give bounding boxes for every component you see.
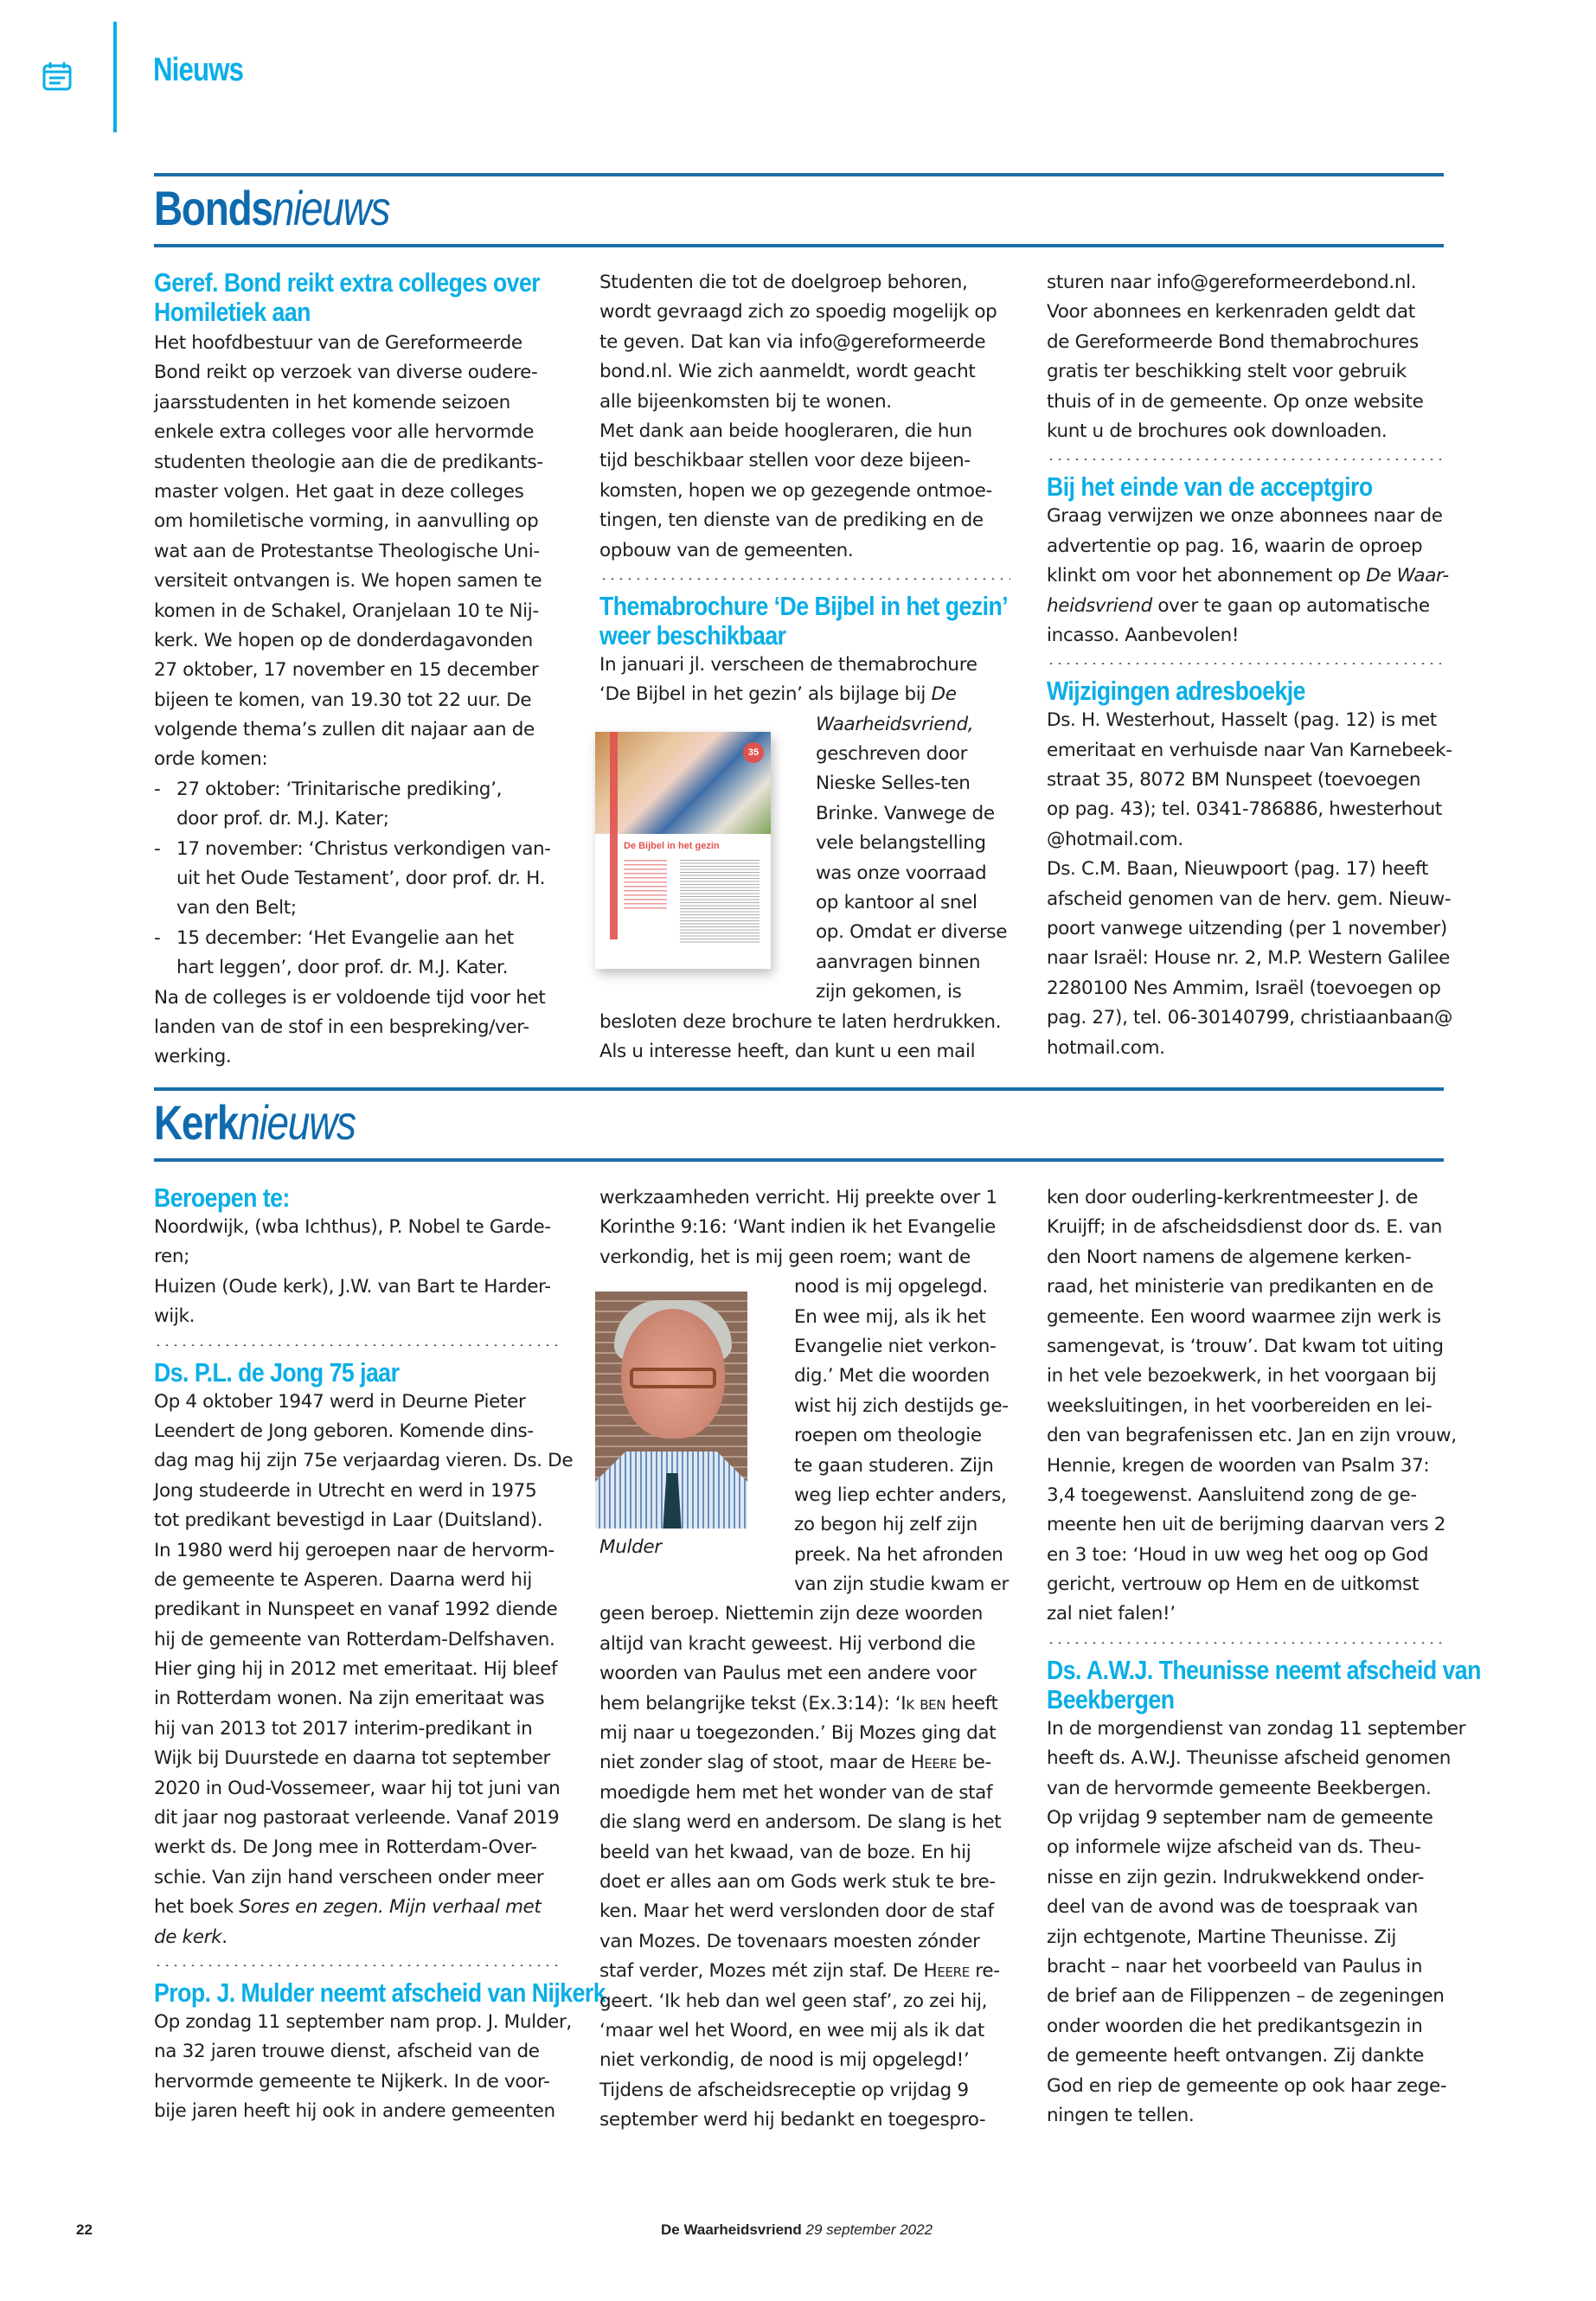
book-title: de kerk <box>154 1926 222 1948</box>
text-line: Evangelie niet verkon- <box>794 1335 997 1357</box>
text-line: Het hoofdbestuur van de Gereformeerde <box>154 332 522 354</box>
text-line: op kantoor al snel <box>816 892 977 914</box>
text-line: na 32 jaren trouwe dienst, afscheid van de <box>154 2041 540 2063</box>
text-line: Jong studeerde in Utrecht en werd in 1975 <box>154 1479 537 1502</box>
text-span: heeft <box>945 1692 998 1715</box>
text-line: wist hij zich destijds ge- <box>794 1394 1009 1417</box>
text-line: God en riep de gemeente op ook haar zege- <box>1047 2074 1447 2097</box>
magazine-name: De Waar- <box>1366 565 1449 587</box>
text-line: 27 oktober, 17 november en 15 december <box>154 659 539 682</box>
issue-date: 29 september 2022 <box>805 2221 933 2238</box>
text-line: wijk. <box>154 1305 195 1328</box>
text-line: tingen, ten dienste van de prediking en de <box>599 510 984 532</box>
text-line: pag. 27), tel. 06-30140799, christiaanbaan@ <box>1047 1007 1452 1029</box>
title-italic-part: nieuws <box>238 1095 356 1150</box>
article-heading: Geref. Bond reikt extra colleges over <box>154 267 541 298</box>
text-line: bond.nl. Wie zich aanmeldt, wordt geacht <box>599 361 976 383</box>
photo-caption: Mulder <box>599 1536 662 1558</box>
brochure-accent-bar <box>610 732 618 939</box>
text-line: enkele extra colleges voor alle hervormde <box>154 421 535 444</box>
text-line: geert. ‘Ik heb dan wel geen staf’, zo zei hij, <box>599 1990 988 2012</box>
band-rule-top <box>154 173 1444 176</box>
text-line: straat 35, 8072 BM Nunspeet (toevoegen <box>1047 769 1421 792</box>
text-line: uit het Oude Testament’, door prof. dr. H. <box>176 868 546 890</box>
text-line: zijn gekomen, is <box>816 981 962 1003</box>
text-line: doet er alles aan om Gods werk stuk te bre- <box>599 1870 996 1893</box>
text-span: ‘De Bijbel in het gezin’ als bijlage bij <box>599 683 932 706</box>
article-body <box>154 329 562 775</box>
text-line: niet verkondig, de nood is mij opgelegd!’ <box>599 2049 970 2072</box>
title-bold-part: Bonds <box>154 181 272 235</box>
text-line: heeft ds. A.W.J. Theunisse afscheid genomen <box>1047 1747 1452 1770</box>
page-number: 22 <box>76 2221 93 2238</box>
bondsnieuws-title <box>154 180 389 236</box>
article-heading: Ds. P.L. de Jong 75 jaar <box>154 1356 400 1388</box>
text-line: Voor abonnees en kerkenraden geldt dat <box>1047 301 1415 324</box>
text-line: Hennie, kregen de woorden van Psalm 37: <box>1047 1454 1430 1477</box>
text-line: die slang werd en andersom. De slang is het <box>599 1811 1002 1834</box>
text-line: Bond reikt op verzoek van diverse oudere- <box>154 362 538 384</box>
text-line: komen in de Schakel, Oranjelaan 10 te Nij- <box>154 599 539 622</box>
text-line: alle bijeenkomsten bij te wonen. <box>599 390 892 413</box>
text-line <box>599 680 1010 709</box>
text-line: bije jaren heeft hij ook in andere gemeenten <box>154 2100 555 2123</box>
text-span: hem belangrijke tekst (Ex.3:14): ‘ <box>599 1692 901 1715</box>
text-line: deel van de avond was de toespraak van <box>1047 1896 1419 1919</box>
text-line: thuis of in de gemeente. Op onze website <box>1047 390 1424 413</box>
text-span: re- <box>969 1960 1000 1983</box>
article-heading: Beroepen te: <box>154 1183 290 1213</box>
text-line: dig.’ Met die woorden <box>794 1365 990 1388</box>
header-divider <box>113 22 117 132</box>
text-line: 2020 in Oud-Vossemeer, waar hij tot juni van <box>154 1777 561 1799</box>
text-line: samengevat, is ‘trouw’. Dat kwam tot uiting <box>1047 1335 1444 1357</box>
dotted-separator <box>154 1344 562 1346</box>
text-line: advertentie op pag. 16, waarin de oproep <box>1047 535 1423 557</box>
text-line: Kruijff; in de afscheidsdienst door ds. E. van <box>1047 1216 1443 1239</box>
article-heading: Bij het einde van de acceptgiro <box>1047 471 1373 503</box>
magazine-title: De Waarheidsvriend <box>661 2221 802 2238</box>
text-line: Na de colleges is er voldoende tijd voor het <box>154 986 546 1009</box>
band-rule-bottom <box>154 1158 1444 1162</box>
text-line: 27 oktober: ‘Trinitarische prediking’, <box>176 778 503 800</box>
magazine-name: De <box>931 683 957 706</box>
text-line: wordt gevraagd zich zo spoedig mogelijk op <box>599 301 997 324</box>
small-caps-text: Ik ben <box>901 1692 946 1715</box>
text-line: opbouw van de gemeenten. <box>599 539 854 561</box>
text-line: altijd van kracht geweest. Hij verbond die <box>599 1632 976 1655</box>
text-line: nood is mij opgelegd. <box>794 1276 988 1298</box>
text-line: op pag. 43); tel. 0341-786886, hwesterhout <box>1047 798 1443 821</box>
text-line: Met dank aan beide hoogleraren, die hun <box>599 420 972 442</box>
text-line: de brief aan de Filippenzen – de zegeningen <box>1047 1985 1445 2008</box>
text-line: dag mag hij zijn 75e verjaardag vieren. Ds. De <box>154 1450 574 1472</box>
text-line: Op vrijdag 9 september nam de gemeente <box>1047 1807 1433 1830</box>
brochure-title: De Bijbel in het gezin <box>624 841 720 851</box>
text-line: geen beroep. Niettemin zijn deze woorden <box>599 1603 984 1625</box>
article-heading: Homiletiek aan <box>154 297 311 327</box>
title-italic-part: nieuws <box>272 181 390 235</box>
magazine-name: Waarheidsvriend, <box>816 713 974 735</box>
title-bold-part: Kerk <box>154 1095 239 1150</box>
text-line: preek. Na het afronden <box>794 1543 1003 1566</box>
text-line: dit jaar nog pastoraat verleende. Vanaf 2019 <box>154 1807 560 1830</box>
footer-publication <box>661 2221 933 2239</box>
list-item <box>154 924 562 984</box>
text-line: raad, het ministerie van predikanten en de <box>1047 1276 1433 1298</box>
text-line: Nieske Selles-ten <box>816 772 971 795</box>
text-line: onder woorden die het predikantsgezin in <box>1047 2015 1423 2037</box>
text-line: zijn echtgenote, Martine Theunisse. Zij <box>1047 1926 1396 1948</box>
text-line: 15 december: ‘Het Evangelie aan het <box>176 926 514 949</box>
article-heading: Wijzigingen adresboekje <box>1047 676 1305 707</box>
text-line: den van begrafenissen etc. Jan en zijn vrouw, <box>1047 1425 1457 1447</box>
text-line: master volgen. Het gaat in deze colleges <box>154 480 524 503</box>
text-line: nisse en zijn gezin. Indrukwekkend onder- <box>1047 1866 1425 1888</box>
text-line: kerk. We hopen op de donderdagavonden <box>154 629 533 651</box>
text-line <box>599 1748 1010 1778</box>
text-line: hij van 2013 tot 2017 interim-predikant in <box>154 1717 533 1740</box>
dotted-separator <box>1047 1642 1444 1644</box>
article-heading: weer beschikbaar <box>599 619 786 651</box>
article-heading: Prop. J. Mulder neemt afscheid van Nijkerk <box>154 1977 606 2008</box>
text-line: Studenten die tot de doelgroep behoren, <box>599 272 968 293</box>
text-span: klinkt om voor het abonnement op <box>1047 565 1367 587</box>
text-line: door prof. dr. M.J. Kater; <box>176 808 389 830</box>
text-line: Als u interesse heeft, dan kunt u een mail <box>599 1040 976 1062</box>
text-line: Op 4 oktober 1947 werd in Deurne Pieter <box>154 1390 526 1413</box>
text-line: weeksluitingen, in het voorbereiden en lei- <box>1047 1394 1433 1417</box>
text-span: . <box>221 1926 228 1948</box>
bondsnieuws-column-1 <box>154 268 562 1073</box>
text-line: versiteit ontvangen is. We hopen samen te <box>154 570 542 593</box>
text-line: moedigde hem met het wonder van de staf <box>599 1781 993 1804</box>
text-line: gericht, vertrouw op Hem en de uitkomst <box>1047 1574 1420 1596</box>
text-line: was onze voorraad <box>816 862 987 884</box>
small-caps-text: Heere <box>923 1960 970 1983</box>
text-line <box>154 1893 562 1922</box>
text-line: ningen te tellen. <box>1047 2104 1195 2126</box>
text-line: september werd hij bedankt en toegespro- <box>599 2109 986 2131</box>
dotted-separator <box>1047 458 1444 460</box>
kerknieuws-column-3 <box>1047 1183 1481 2131</box>
text-line: Leendert de Jong geboren. Komende dins- <box>154 1420 534 1442</box>
text-line <box>154 1923 562 1952</box>
dotted-separator <box>1047 663 1444 664</box>
text-span: over te gaan op automatische <box>1151 594 1430 617</box>
text-line: Ds. C.M. Baan, Nieuwpoort (pag. 17) heeft <box>1047 858 1428 881</box>
calendar-news-icon <box>42 61 73 92</box>
list-bullet: - <box>154 837 161 860</box>
text-span: het boek <box>154 1896 240 1919</box>
text-line <box>1047 592 1444 621</box>
text-line: hotmail.com. <box>1047 1036 1165 1059</box>
text-line <box>599 1957 1010 1986</box>
dotted-separator <box>154 1965 562 1966</box>
kerknieuws-column-1 <box>154 1183 606 2127</box>
article-heading: Beekbergen <box>1047 1683 1175 1715</box>
text-line: hart leggen’, door prof. dr. M.J. Kater. <box>176 957 509 979</box>
text-line: van de hervormde gemeente Beekbergen. <box>1047 1777 1432 1799</box>
text-line: 2280100 Nes Ammim, Israël (toevoegen op <box>1047 977 1441 999</box>
small-caps-text: Heere <box>910 1752 957 1774</box>
text-line: de gemeente heeft ontvangen. Zij dankte <box>1047 2045 1424 2067</box>
text-line: werkzaamheden verricht. Hij preekte over 1 <box>599 1187 997 1208</box>
text-line: tijd beschikbaar stellen voor deze bijeen- <box>599 450 971 472</box>
text-line: den Noort namens de algemene kerken- <box>1047 1246 1412 1268</box>
text-line: predikant in Nunspeet en vanaf 1992 diende <box>154 1599 558 1621</box>
text-line: de gemeente te Asperen. Daarna werd hij <box>154 1568 532 1591</box>
text-line: bijeen te komen, van 19.30 tot 22 uur. De <box>154 689 532 711</box>
text-line: naar Israël: House nr. 2, M.P. Western Galilee <box>1047 947 1450 970</box>
text-line: ken. Maar het werd verslonden door de staf <box>599 1900 994 1923</box>
text-line: emeritaat en verhuisde naar Van Karnebeek- <box>1047 739 1452 761</box>
text-line: En wee mij, als ik het <box>794 1305 986 1328</box>
portrait-photo-mulder <box>595 1292 747 1529</box>
text-line <box>1047 561 1449 591</box>
text-line: wat aan de Protestantse Theologische Uni- <box>154 540 540 562</box>
brochure-number-badge: 35 <box>743 742 764 763</box>
text-line: gemeente. Een woord waarmee zijn werk is <box>1047 1305 1441 1328</box>
text-line: In de morgendienst van zondag 11 september <box>1047 1717 1466 1740</box>
text-line: werking. <box>154 1046 232 1068</box>
brochure-intro-text <box>624 860 667 912</box>
text-line: geschreven door <box>816 743 968 766</box>
text-line: besloten deze brochure te laten herdrukken. <box>599 1010 1002 1033</box>
text-line: incasso. Aanbevolen! <box>1047 624 1240 646</box>
article-heading: Themabrochure ‘De Bijbel in het gezin’ <box>599 590 1009 621</box>
text-line: Brinke. Vanwege de <box>816 802 995 824</box>
text-line: de Gereformeerde Bond themabrochures <box>1047 330 1419 353</box>
text-line: 3,4 toegewenst. Aansluitend zong de ge- <box>1047 1484 1417 1506</box>
kerknieuws-title <box>154 1094 356 1150</box>
text-line: ‘maar wel het Woord, en wee mij als ik dat <box>599 2019 984 2041</box>
text-line: mij naar u toegezonden.’ Bij Mozes ging dat <box>599 1722 997 1745</box>
text-line: weg liep echter anders, <box>794 1484 1007 1506</box>
text-line: van zijn studie kwam er <box>794 1574 1009 1596</box>
text-line: ken door ouderling-kerkrentmeester J. de <box>1047 1187 1419 1208</box>
text-line: ren; <box>154 1246 190 1268</box>
text-line: Hier ging hij in 2012 met emeritaat. Hij bleef <box>154 1658 558 1681</box>
band-rule-bottom <box>154 244 1444 247</box>
lecture-list <box>154 775 562 984</box>
text-span: niet zonder slag of stoot, maar de <box>599 1752 911 1774</box>
text-line: In 1980 werd hij geroepen naar de hervorm- <box>154 1539 554 1561</box>
text-line <box>599 1689 1010 1719</box>
list-item <box>154 835 562 924</box>
photo-detail <box>630 1368 716 1388</box>
text-line: op. Omdat er diverse <box>816 921 1008 944</box>
article-heading: Ds. A.W.J. Theunisse neemt afscheid van <box>1047 1654 1481 1685</box>
list-bullet: - <box>154 778 161 800</box>
text-line: woorden van Paulus met een andere voor <box>599 1663 977 1685</box>
text-line: roepen om theologie <box>794 1425 982 1447</box>
text-line: van Mozes. De tovenaars moesten zónder <box>599 1930 980 1952</box>
text-line: In januari jl. verscheen de themabrochure <box>599 653 977 676</box>
text-line: volgende thema’s zullen dit najaar aan de <box>154 719 535 741</box>
text-line: Huizen (Oude kerk), J.W. van Bart te Harder- <box>154 1275 551 1298</box>
brochure-body-text <box>680 860 760 943</box>
text-line: orde komen: <box>154 748 268 771</box>
text-line: Graag verwijzen we onze abonnees naar de <box>1047 505 1443 528</box>
text-line: landen van de stof in een bespreking/ver- <box>154 1016 529 1038</box>
text-line: meente hen uit de berijming daarvan vers 2 <box>1047 1514 1446 1536</box>
text-span: be- <box>956 1752 991 1774</box>
text-line: poort vanwege uitzending (per 1 november) <box>1047 918 1447 940</box>
text-line: vele belangstelling <box>816 832 986 855</box>
section-label: Nieuws <box>153 52 244 88</box>
text-line: beeld van het kwaad, van de boze. En hij <box>599 1841 971 1863</box>
text-line: Noordwijk, (wba Ichthus), P. Nobel te Garde- <box>154 1216 551 1238</box>
text-line: te gaan studeren. Zijn <box>794 1454 994 1477</box>
text-line: Ds. H. Westerhout, Hasselt (pag. 12) is met <box>1047 709 1437 732</box>
text-line: kunt u de brochures ook downloaden. <box>1047 420 1388 442</box>
text-line: Tijdens de afscheidsreceptie op vrijdag 9 <box>599 2079 969 2101</box>
text-line: schie. Van zijn hand verscheen onder meer <box>154 1866 544 1888</box>
text-line: zo begon hij zelf zijn <box>794 1514 977 1536</box>
text-line: hervormde gemeente te Nijkerk. In de voor- <box>154 2070 550 2093</box>
dotted-separator <box>599 578 1010 580</box>
list-bullet: - <box>154 926 161 949</box>
text-line: Wijk bij Duurstede en daarna tot september <box>154 1747 550 1770</box>
text-line: jaarsstudenten in het komende seizoen <box>154 391 510 413</box>
text-line: komsten, hopen we op gezegende ontmoe- <box>599 479 992 502</box>
text-line: en 3 toe: ‘Houd in uw weg het oog op God <box>1047 1543 1429 1566</box>
text-line: werkt ds. De Jong mee in Rotterdam-Over- <box>154 1836 537 1859</box>
text-line: te geven. Dat kan via info@gereformeerde <box>599 330 986 353</box>
bondsnieuws-column-3 <box>1047 268 1452 1063</box>
text-line: aanvragen binnen <box>816 951 981 973</box>
text-line: 17 november: ‘Christus verkondigen van- <box>176 837 551 860</box>
book-title: Sores en zegen. Mijn verhaal met <box>239 1896 542 1919</box>
band-rule-top <box>154 1087 1444 1091</box>
text-line: gratis ter beschikking stelt voor gebruik <box>1047 361 1407 383</box>
text-line: hij de gemeente van Rotterdam-Delfshaven. <box>154 1628 555 1650</box>
text-line: bracht – naar het voorbeeld van Paulus in <box>1047 1955 1423 1977</box>
text-line: zal niet falen!’ <box>1047 1603 1176 1625</box>
text-line: in Rotterdam wonen. Na zijn emeritaat was <box>154 1688 545 1710</box>
text-line: studenten theologie aan die de predikants- <box>154 451 543 473</box>
text-line: verkondig, het is mij geen roem; want de <box>599 1246 971 1268</box>
list-item <box>154 775 562 835</box>
text-line: om homiletische vorming, in aanvulling op <box>154 510 539 533</box>
text-line: Korinthe 9:16: ‘Want indien ik het Evangelie <box>599 1216 996 1239</box>
text-line: van den Belt; <box>176 897 297 920</box>
text-line: op informele wijze afscheid van ds. Theu- <box>1047 1836 1421 1859</box>
magazine-name: heidsvriend <box>1047 594 1152 617</box>
text-line: tot predikant bevestigd in Laar (Duitsland). <box>154 1509 543 1532</box>
text-line: @hotmail.com. <box>1047 828 1183 850</box>
text-span: staf verder, Mozes mét zijn staf. De <box>599 1960 924 1983</box>
text-line: afscheid genomen van de herv. gem. Nieuw- <box>1047 888 1452 910</box>
text-line: Op zondag 11 september nam prop. J. Mulder, <box>154 2010 572 2033</box>
text-line: sturen naar info@gereformeerdebond.nl. <box>1047 272 1417 293</box>
text-line: in het vele bezoekwerk, in het voorgaan bij <box>1047 1365 1437 1388</box>
brochure-cover-image <box>595 732 771 969</box>
